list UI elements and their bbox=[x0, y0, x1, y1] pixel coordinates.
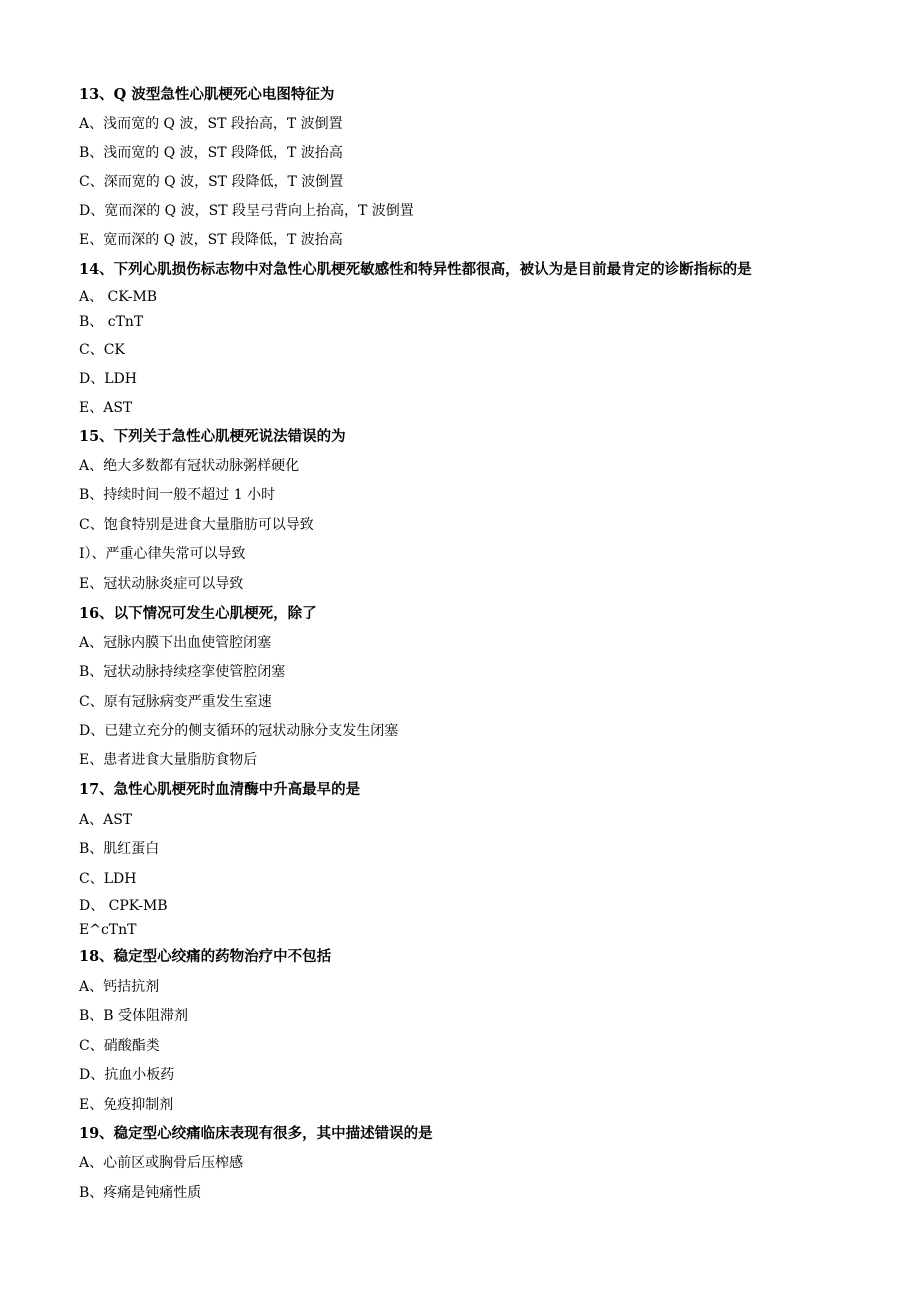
question-14-option-e: E、AST bbox=[79, 400, 133, 416]
question-18-option-c: C、硝酸酯类 bbox=[79, 1038, 160, 1054]
question-13-option-b: B、浅而宽的 Q 波，ST 段降低，T 波抬高 bbox=[79, 145, 343, 161]
question-17-option-b: B、肌红蛋白 bbox=[79, 841, 160, 857]
question-13-option-c: C、深而宽的 Q 波，ST 段降低，T 波倒置 bbox=[79, 174, 344, 190]
question-14-option-c: C、CK bbox=[79, 342, 125, 358]
question-14-title: 14、下列心肌损伤标志物中对急性心肌梗死敏感性和特异性都很高，被认为是目前最肯定的诊断指标的是 bbox=[79, 261, 752, 278]
question-13-option-d: D、宽而深的 Q 波，ST 段呈弓背向上抬高，T 波倒置 bbox=[79, 203, 414, 219]
question-15-option-a: A、绝大多数都有冠状动脉粥样硬化 bbox=[79, 458, 300, 474]
question-15-option-b: B、持续时间一般不超过 1 小时 bbox=[79, 487, 276, 503]
question-14-option-d: D、LDH bbox=[79, 371, 137, 387]
question-13-option-e: E、宽而深的 Q 波，ST 段降低，T 波抬高 bbox=[79, 232, 343, 248]
question-17-option-c: C、LDH bbox=[79, 871, 137, 887]
question-18-option-e: E、免疫抑制剂 bbox=[79, 1097, 174, 1113]
question-16-option-b: B、冠状动脉持续痉挛使管腔闭塞 bbox=[79, 664, 286, 680]
question-13-option-a: A、浅而宽的 Q 波，ST 段抬高，T 波倒置 bbox=[79, 116, 343, 132]
question-16-option-e: E、患者进食大量脂肪食物后 bbox=[79, 752, 258, 768]
question-17-title: 17、急性心肌梗死时血清酶中升高最早的是 bbox=[79, 781, 361, 798]
question-16-option-d: D、已建立充分的侧支循环的冠状动脉分支发生闭塞 bbox=[79, 723, 399, 739]
question-17-option-e: E^cTnT bbox=[79, 922, 137, 938]
question-17-option-a: A、AST bbox=[79, 812, 133, 828]
question-16-option-c: C、原有冠脉病变严重发生室速 bbox=[79, 694, 272, 710]
question-14-option-a: A、 CK-MB bbox=[79, 289, 158, 305]
question-13-title: 13、Q 波型急性心肌梗死心电图特征为 bbox=[79, 86, 335, 103]
question-15-option-d: I）、严重心律失常可以导致 bbox=[79, 546, 246, 562]
question-16-option-a: A、冠脉内膜下出血使管腔闭塞 bbox=[79, 635, 272, 651]
question-19-option-a: A、心前区或胸骨后压榨感 bbox=[79, 1155, 244, 1171]
question-18-option-b: B、B 受体阻滞剂 bbox=[79, 1008, 189, 1024]
question-18-option-a: A、钙拮抗剂 bbox=[79, 979, 160, 995]
question-19-option-b: B、疼痛是钝痛性质 bbox=[79, 1185, 202, 1201]
question-14-option-b: B、 cTnT bbox=[79, 314, 144, 330]
question-18-option-d: D、抗血小板药 bbox=[79, 1067, 175, 1083]
question-16-title: 16、以下情况可发生心肌梗死，除了 bbox=[79, 605, 317, 622]
question-19-title: 19、稳定型心绞痛临床表现有很多，其中描述错误的是 bbox=[79, 1125, 433, 1142]
question-18-title: 18、稳定型心绞痛的药物治疗中不包括 bbox=[79, 948, 332, 965]
question-15-option-e: E、冠状动脉炎症可以导致 bbox=[79, 576, 244, 592]
question-15-title: 15、下列关于急性心肌梗死说法错误的为 bbox=[79, 428, 346, 445]
question-17-option-d: D、 CPK-MB bbox=[79, 898, 168, 914]
question-15-option-c: C、饱食特别是进食大量脂肪可以导致 bbox=[79, 517, 314, 533]
